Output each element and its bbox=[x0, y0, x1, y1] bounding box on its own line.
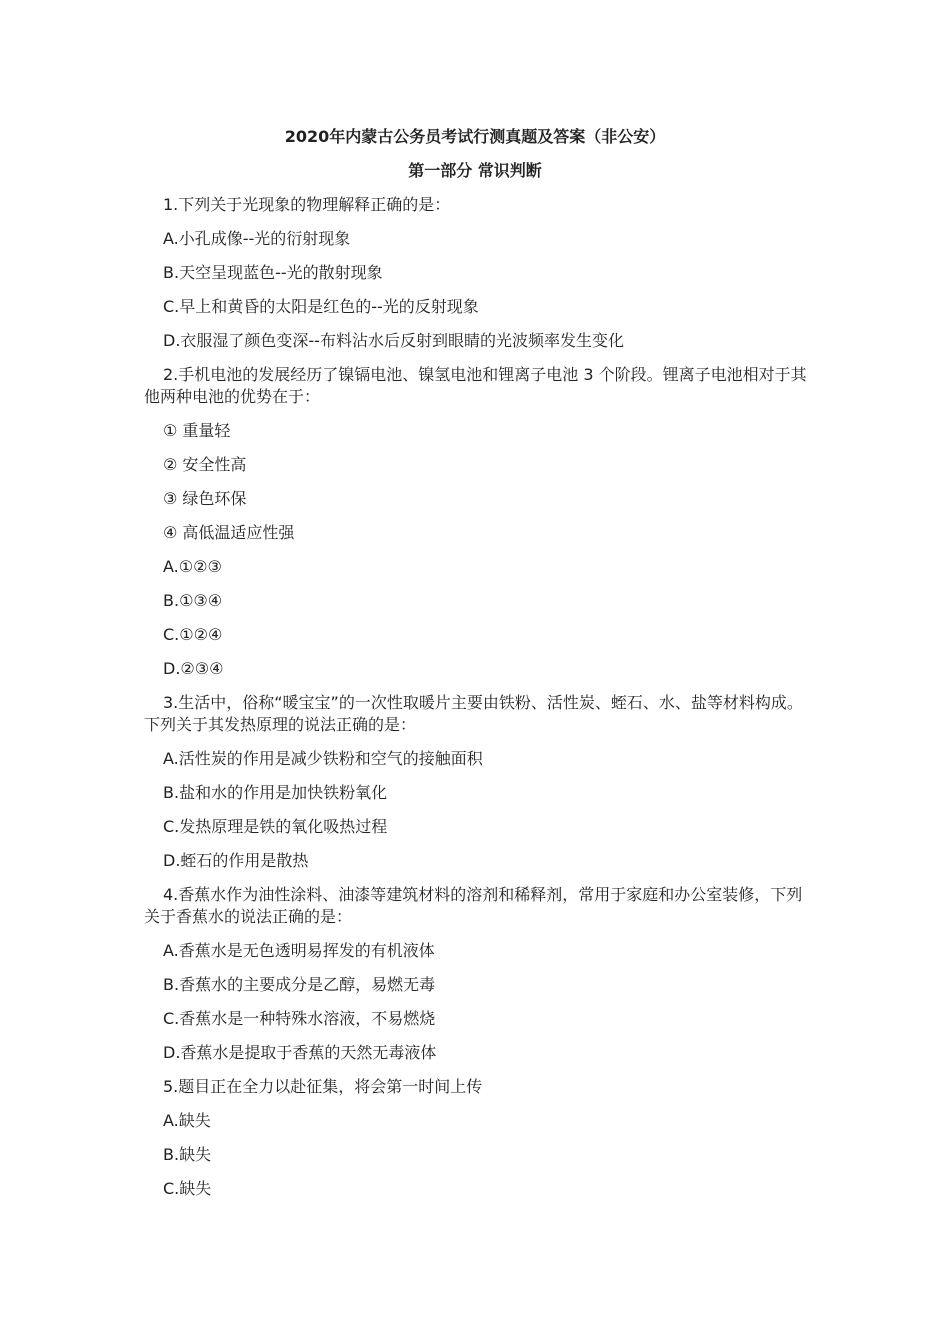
option-a: A.活性炭的作用是减少铁粉和空气的接触面积 bbox=[163, 749, 483, 768]
option-a: A.①②③ bbox=[163, 557, 222, 576]
option-b: B.盐和水的作用是加快铁粉氧化 bbox=[163, 783, 388, 802]
statement-2: ② 安全性高 bbox=[163, 455, 247, 474]
option-b: B.香蕉水的主要成分是乙醇，易燃无毒 bbox=[163, 975, 436, 994]
option-c: C.缺失 bbox=[163, 1179, 212, 1198]
option-b: B.缺失 bbox=[163, 1145, 212, 1164]
option-c: C.发热原理是铁的氧化吸热过程 bbox=[163, 817, 388, 836]
question-stem: 3.生活中，俗称“暖宝宝”的一次性取暖片主要由铁粉、活性炭、蛭石、水、盐等材料构成。下列关于其发热原理的说法正确的是： bbox=[144, 693, 803, 734]
option-d: D.衣服湿了颜色变深--布料沾水后反射到眼睛的光波频率发生变化 bbox=[163, 331, 624, 350]
statement-1: ① 重量轻 bbox=[163, 421, 231, 440]
question-2 bbox=[144, 364, 810, 680]
question-list bbox=[144, 194, 810, 1212]
option-b: B.①③④ bbox=[163, 591, 223, 610]
question-stem: 2.手机电池的发展经历了镍镉电池、镍氢电池和锂离子电池 3 个阶段。锂离子电池相对于其他两种电池的优势在于： bbox=[144, 365, 807, 406]
option-a: A.缺失 bbox=[163, 1111, 211, 1130]
question-stem: 1.下列关于光现象的物理解释正确的是： bbox=[163, 195, 451, 214]
question-stem: 4.香蕉水作为油性涂料、油漆等建筑材料的溶剂和稀释剂，常用于家庭和办公室装修，下列关于香蕉水的说法正确的是： bbox=[144, 885, 803, 926]
option-c: C.早上和黄昏的太阳是红色的--光的反射现象 bbox=[163, 297, 479, 316]
option-a: A.香蕉水是无色透明易挥发的有机液体 bbox=[163, 941, 435, 960]
question-4 bbox=[144, 884, 810, 1064]
option-a: A.小孔成像--光的衍射现象 bbox=[163, 229, 351, 248]
question-stem: 5.题目正在全力以赴征集，将会第一时间上传 bbox=[163, 1077, 483, 1096]
document-title: 2020年内蒙古公务员考试行测真题及答案（非公安） bbox=[284, 127, 666, 146]
section-title: 第一部分 常识判断 bbox=[408, 161, 542, 180]
statement-3: ③ 绿色环保 bbox=[163, 489, 247, 508]
question-3 bbox=[144, 692, 810, 872]
question-5 bbox=[144, 1076, 810, 1200]
option-d: D.②③④ bbox=[163, 659, 224, 678]
statement-4: ④ 高低温适应性强 bbox=[163, 523, 295, 542]
option-d: D.蛭石的作用是散热 bbox=[163, 851, 309, 870]
option-c: C.①②④ bbox=[163, 625, 223, 644]
option-d: D.香蕉水是提取于香蕉的天然无毒液体 bbox=[163, 1043, 437, 1062]
option-b: B.天空呈现蓝色--光的散射现象 bbox=[163, 263, 383, 282]
option-c: C.香蕉水是一种特殊水溶液，不易燃烧 bbox=[163, 1009, 436, 1028]
question-1 bbox=[144, 194, 810, 352]
